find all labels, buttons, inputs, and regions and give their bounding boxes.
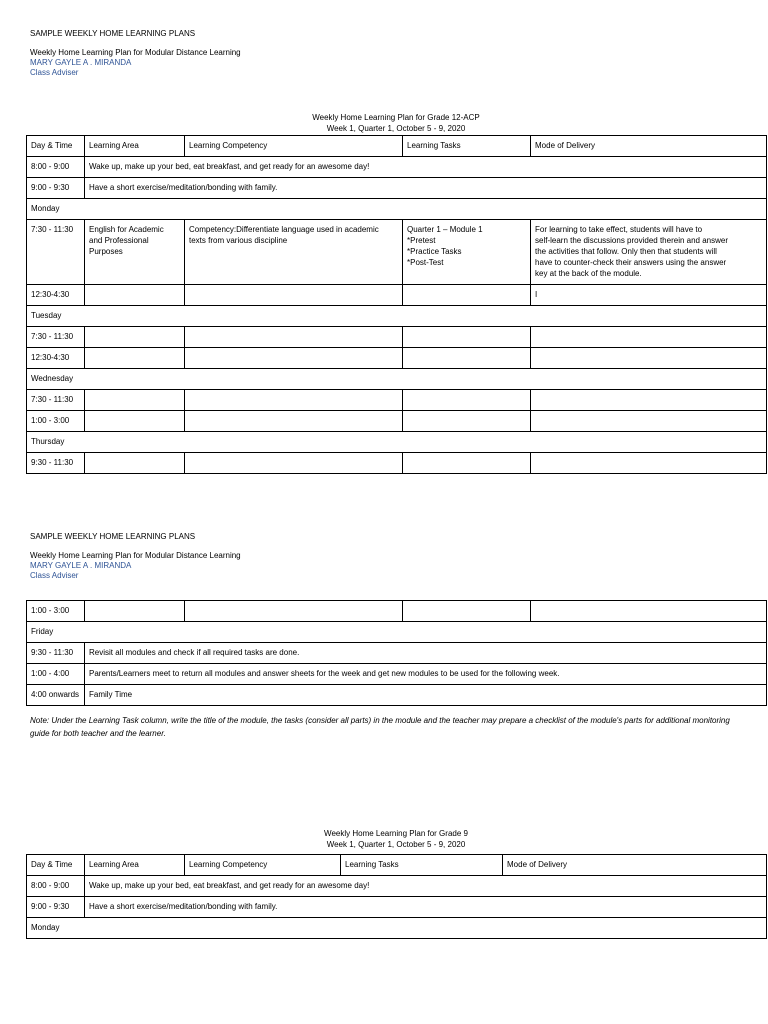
tasks-cell [403,411,531,432]
header-day-time: Day & Time [27,136,85,157]
day-label: Friday [27,622,767,643]
day-row-friday [27,622,767,643]
mode-cell [531,453,767,474]
header-day-time: Day & Time [27,855,85,876]
header-mode-of-delivery: Mode of Delivery [503,855,767,876]
activity-cell: Parents/Learners meet to return all modules and answer sheets for the week and get new modules to be used for the following week. [85,664,767,685]
time-cell: 1:00 - 3:00 [27,601,85,622]
tasks-cell [403,327,531,348]
table-row [27,157,767,178]
time-cell: 7:30 - 11:30 [27,390,85,411]
header-learning-competency: Learning Competency [185,855,341,876]
task-line: *Practice Tasks [407,247,462,256]
time-cell: 7:30 - 11:30 [27,327,85,348]
mode-cell: I [531,285,767,306]
competency-cell [185,390,403,411]
table3-caption-week: Week 1, Quarter 1, October 5 - 9, 2020 [326,840,466,849]
day-row-monday [27,199,767,220]
task-line: *Post-Test [407,258,444,267]
table-row [27,601,767,622]
table-row [27,643,767,664]
table-row [27,390,767,411]
day-row-thursday [27,432,767,453]
day-label: Thursday [27,432,767,453]
mode-line: have to counter-check their answers using the answer [535,258,727,267]
competency-cell [185,411,403,432]
time-cell: 1:00 - 3:00 [27,411,85,432]
time-cell: 12:30-4:30 [27,285,85,306]
header-mode-of-delivery: Mode of Delivery [531,136,767,157]
time-cell: 8:00 - 9:00 [27,157,85,178]
day-row-monday [27,918,767,939]
mode-line: the activities that follow. Only then that students will [535,247,717,256]
learning-area-cell [85,348,185,369]
table-header-row [27,136,767,157]
table-row [27,411,767,432]
tasks-cell [403,285,531,306]
plan-type: Weekly Home Learning Plan for Modular Distance Learning [30,551,241,560]
mode-cell [531,220,767,285]
time-cell: 9:30 - 11:30 [27,643,85,664]
day-row-tuesday [27,306,767,327]
mode-line: key at the back of the module. [535,269,642,278]
mode-cell [531,601,767,622]
header-learning-area: Learning Area [85,855,185,876]
table-row [27,220,767,285]
table-row [27,348,767,369]
time-cell: 1:00 - 4:00 [27,664,85,685]
learning-area-cell [85,327,185,348]
activity-cell: Wake up, make up your bed, eat breakfast, and get ready for an awesome day! [85,157,767,178]
day-label: Wednesday [27,369,767,390]
plan-table-grade12 [26,135,767,474]
area-line: and Professional [89,236,149,245]
mode-cell [531,390,767,411]
day-label: Monday [27,918,767,939]
table-row [27,327,767,348]
table-row [27,453,767,474]
table-row [27,876,767,897]
day-label: Tuesday [27,306,767,327]
plan-table-grade9 [26,854,767,939]
task-line: Quarter 1 – Module 1 [407,225,483,234]
table-header-row [27,855,767,876]
mode-cell [531,348,767,369]
activity-cell: Have a short exercise/meditation/bonding with family. [85,178,767,199]
day-row-wednesday [27,369,767,390]
tasks-cell [403,220,531,285]
adviser-name: MARY GAYLE A . MIRANDA [30,58,132,67]
competency-cell [185,285,403,306]
area-line: Purposes [89,247,123,256]
learning-area-cell [85,411,185,432]
time-cell: 8:00 - 9:00 [27,876,85,897]
time-cell: 9:00 - 9:30 [27,178,85,199]
learning-area-cell [85,285,185,306]
competency-cell [185,220,403,285]
mode-line: self-learn the discussions provided therein and answer [535,236,728,245]
plan-table-continuation [26,600,767,706]
time-cell: 12:30-4:30 [27,348,85,369]
day-label: Monday [27,199,767,220]
table1-caption [26,112,766,134]
table1-caption-grade: Weekly Home Learning Plan for Grade 12-ACP [312,113,480,122]
activity-cell: Revisit all modules and check if all required tasks are done. [85,643,767,664]
activity-cell: Wake up, make up your bed, eat breakfast, and get ready for an awesome day! [85,876,767,897]
document-header [30,29,241,78]
time-cell: 9:00 - 9:30 [27,897,85,918]
doc-title: SAMPLE WEEKLY HOME LEARNING PLANS [30,532,196,541]
time-cell: 9:30 - 11:30 [27,453,85,474]
document-header-page2 [30,532,241,581]
tasks-cell [403,601,531,622]
table3-caption [26,828,766,850]
competency-cell [185,453,403,474]
competency-cell [185,601,403,622]
table-row [27,897,767,918]
adviser-role: Class Adviser [30,571,79,580]
table3-caption-grade: Weekly Home Learning Plan for Grade 9 [324,829,468,838]
competency-line: texts from various discipline [189,236,288,245]
competency-cell [185,327,403,348]
time-cell: 4:00 onwards [27,685,85,706]
doc-title: SAMPLE WEEKLY HOME LEARNING PLANS [30,29,196,38]
table1-caption-week: Week 1, Quarter 1, October 5 - 9, 2020 [326,124,466,133]
table-row [27,285,767,306]
header-learning-tasks: Learning Tasks [403,136,531,157]
learning-task-note: Note: Under the Learning Task column, write the title of the module, the tasks (consider all parts) in the module and the teacher may prepare a checklist of the module's parts for additional monitoring guide for both teacher and the learner. [30,716,730,738]
tasks-cell [403,453,531,474]
table-row [27,664,767,685]
header-learning-competency: Learning Competency [185,136,403,157]
table-row [27,178,767,199]
learning-area-cell [85,453,185,474]
activity-cell: Family Time [85,685,767,706]
adviser-name: MARY GAYLE A . MIRANDA [30,561,132,570]
table-row [27,685,767,706]
area-line: English for Academic [89,225,164,234]
learning-area-cell [85,601,185,622]
tasks-cell [403,348,531,369]
mode-line: For learning to take effect, students will have to [535,225,703,234]
adviser-role: Class Adviser [30,68,79,77]
competency-cell [185,348,403,369]
activity-cell: Have a short exercise/meditation/bonding with family. [85,897,767,918]
plan-type: Weekly Home Learning Plan for Modular Distance Learning [30,48,241,57]
header-learning-tasks: Learning Tasks [341,855,503,876]
time-cell: 7:30 - 11:30 [27,220,85,285]
mode-cell [531,327,767,348]
mode-cell [531,411,767,432]
tasks-cell [403,390,531,411]
learning-area-cell [85,220,185,285]
header-learning-area: Learning Area [85,136,185,157]
task-line: *Pretest [407,236,436,245]
competency-line: Competency:Differentiate language used in academic [189,225,379,234]
learning-area-cell [85,390,185,411]
